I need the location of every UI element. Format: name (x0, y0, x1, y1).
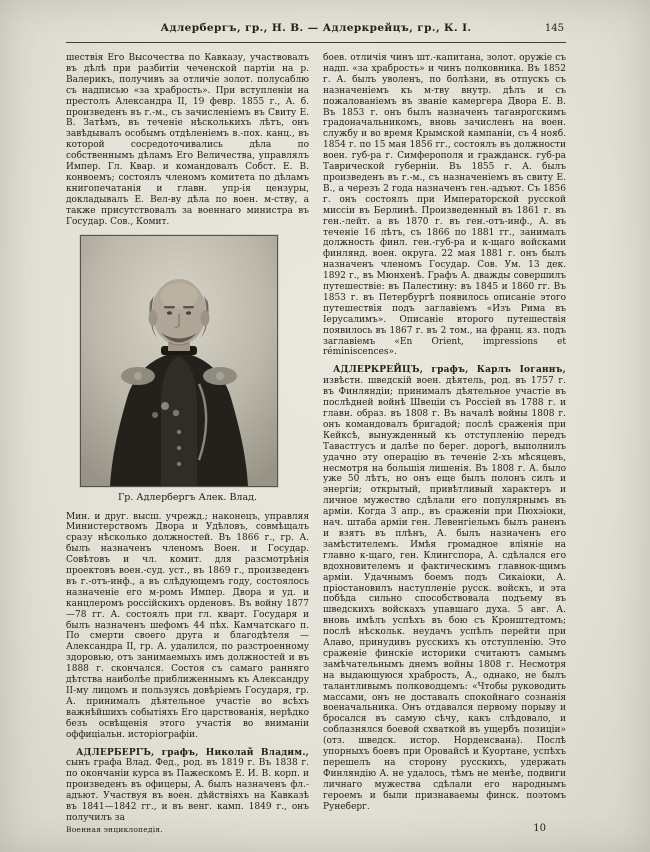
page-content (66, 22, 566, 824)
continuation-paragraph: шествія Его Высочества по Кавказу, участвовалъ въ дѣлѣ при разбитіи чеченской партіи на р. Валерикъ, получивъ за отличіе золот. полусаблю съ надписью «за храбрость». При вступленіи на престолъ Александра II, 19 февр. 1855 г., А. б. произведенъ въ г.-м., съ зачисленіемъ въ Свиту Е. В. Затѣмъ, въ теченіе нѣсколькихъ лѣтъ, онъ завѣдывалъ особымъ отдѣленіемъ в.-пох. канц., въ которой сосредоточивались дѣла по собственнымъ дѣламъ Его Величества, управлялъ Импер. Гл. Квар. и командовалъ Собст. Е. В. конвоемъ; состоялъ членомъ комитета по дѣламъ книгопечатанія и главн. упр-ія цензуры, докладывалъ Е. Вел-ву дѣла по воен. м-ству, а также присутствовалъ за военнаго министра въ Государ. Сов., Комит. (66, 53, 309, 227)
article-heading: АДЛЕРБЕРГЪ, графъ, Николай Владим., (76, 747, 309, 758)
medal (152, 412, 158, 418)
two-column-layout (66, 53, 566, 824)
uniform-chest-panel (161, 356, 197, 486)
portrait-figure (80, 235, 295, 503)
article-adlercreutz-karl (323, 365, 566, 812)
article-adlerberg-nikolai (66, 748, 309, 824)
page-number: 145 (544, 23, 564, 34)
page-footer (66, 823, 566, 834)
footer-edition-label: Военная энциклопедія. (66, 825, 163, 834)
medal (173, 409, 179, 415)
after-photo-paragraph: Мин. и друг. высш. учрежд.; наконецъ, управляя Министерствомъ Двора и Удѣловъ, совмѣщалъ сразу нѣсколько должностей. Въ 1866 г., гр. А. былъ назначенъ членомъ Воен. и Государ. Совѣтовъ и чл. комит. для разсмотрѣнія проектовъ воен.-суд. уст., въ 1869 г., произведенъ въ г.-отъ-инф., а въ слѣдующемъ году, состоялось назначеніе его м-ромъ Импер. Двора и уд. и канцлеромъ россійскихъ орденовъ. Въ войну 1877—78 гг. А. состоялъ при гл. кварт. Государя и былъ назначенъ шефомъ 44 пѣх. Камчатскаго п. По смерти своего друга и благодѣтеля — Александра II, гр. А. удалился, по разстроенному здоровью, отъ занимаемыхъ имъ должностей и въ 1888 г. скончался. Состоя съ самаго ранняго дѣтства наиболѣе приближеннымъ къ Александру II-му лицомъ и пользуясь довѣріемъ Государя, гр. А. принималъ дѣятельное участіе во всѣхъ важнѣйшихъ событіяхъ Его царствованія, нерѣдко безъ освѣщенія этого участія во вниманіи оффиціальн. исторіографіи. (66, 511, 309, 740)
header-divider (66, 42, 566, 43)
left-column (66, 53, 309, 824)
medal (161, 402, 169, 410)
portrait-caption: Гр. Адлербергъ Алек. Влад. (117, 491, 258, 503)
right-column (323, 53, 566, 824)
article-body-text: сынъ графа Влад. Фед., род. въ 1819 г. Въ 1838 г. по окончаніи курса въ Пажескомъ Е. И. В. корп. и произведенъ въ офицеры, А. былъ назначенъ фл.-адъют. Участвуя въ воен. дѣйствіяхъ на Кавказѣ въ 1841—1842 гг., и въ венг. камп. 1849 г., онъ получилъ за (66, 758, 309, 823)
article-heading: АДЛЕРКРЕЙЦЪ, графъ, Карлъ Іоганнъ, (333, 365, 566, 376)
continuation-paragraph: боев. отличія чинъ шт.-капитана, золот. оружіе съ надп. «за храбрость» и чинъ полковника. Въ 1852 г. А. былъ уволенъ, по болѣзни, въ отпускъ съ назначеніемъ къ м-тву внутр. дѣлъ и съ пожалованіемъ въ званіе камергера Двора Е. В. Въ 1853 г. онъ былъ назначенъ таганрогскимъ градоначальникомъ, вновь зачисленъ на воен. службу и во время Крымской кампаніи, съ 4 нояб. 1854 г. по 15 мая 1856 гг., состоялъ въ должности воен. губ-ра г. Симферополя и гражданск. губ-ра Таврической губерніи. Въ 1855 г. А. былъ произведенъ въ г.-м., съ назначеніемъ въ свиту Е. В., а черезъ 2 года назначенъ ген.-адъют. Съ 1856 г. онъ состоялъ при Императорской русской миссіи въ Берлинѣ. Произведенный въ 1861 г. въ ген.-лейт. а въ 1870 г. въ ген.-отъ-инф., А. въ теченіе 16 лѣтъ, съ 1866 по 1881 гг., занималъ должность финл. ген.-губ-ра и к-щаго войсками финлянд. воен. округа. 22 мая 1881 г. онъ былъ назначенъ членомъ Государ. Сов. Ум. 13 дек. 1892 г., въ Мюнхенѣ. Графъ А. дважды совершилъ путешествіе: въ Палестину: въ 1845 и 1860 гг. Въ 1853 г. въ Петербургѣ появилось описаніе этого путешествія подъ заглавіемъ «Изъ Рима въ Іерусалимъ». Описаніе второго путешествія появилось въ 1867 г. въ 2 том., на франц. яз. подъ заглавіемъ «En Orient, impressions et réminiscences». (323, 53, 566, 358)
header-title: Адлербергъ, гр., Н. В. — Адлеркрейцъ, гр., К. I. (160, 22, 472, 34)
running-header (66, 22, 566, 38)
article-body-text: извѣстн. шведскій воен. дѣятель, род. въ 1757 г. въ Финляндіи; принималъ дѣятельное участіе въ послѣдней войнѣ Швеціи съ Россіей въ 1788 г. и главн. образ. въ 1808 г. Въ началѣ войны 1808 г. онъ командовалъ бригадой; послѣ сраженія при Кейксѣ, вынужденный къ отступленію передъ Тавастгусъ и далѣе по берег. дорогѣ, выполнилъ удачно эту операцію въ теченіе 2-хъ мѣсяцевъ, несмотря на большія лишенія. Въ 1808 г. А. было уже 50 лѣтъ, но онъ еще былъ полонъ силъ и энергіи; открытый, привѣтливый характеръ и личное мужество сдѣлали его популярнымъ въ арміи. Когда 3 апр., въ сраженіи при Пюхэіоки, нач. штаба арміи ген. Левенгіельмъ былъ раненъ и взятъ въ плѣнъ, А. былъ назначенъ его замѣстителемъ. Имѣя громадное вліяніе на главно к-щаго, ген. Клингспора, А. сдѣлался его вдохновителемъ и фактическимъ главнок-щимъ арміи. Удачнымъ боемъ подъ Сикаіоки, А. пріостановилъ наступленіе русск. войскъ, и эта побѣда сильно способствовала подъему въ шведскихъ войскахъ упавшаго духа. 5 авг. А. вновь имѣлъ успѣхъ въ бою съ Кронштедтомъ; послѣ нѣскольк. неудачъ успѣлъ перейти при Алаво, принудивъ русскихъ къ отступленію. Это сраженіе финскіе историки считаютъ самымъ замѣчательнымъ днемъ войны 1808 г. Несмотря на выдающуюся храбрость, А., однако, не былъ талантливымъ полководцемъ: «Чтобы руководить массами, онъ не доставалъ спокойнаго сознанія военачальника. Онъ отдавался первому порыву и бросался въ самую сѣчу, какъ слѣдовало, и соблазнялся боевой схваткой въ ущербъ позиціи» (отз. шведск. истор. Норденсвана). Послѣ упорныхъ боевъ при Оровайсѣ и Куортане, успѣхъ перешелъ на сторону русскихъ, удержать Финляндію А. не удалось, тѣмъ не менѣе, подвиги личнаго мужества сдѣлали его народнымъ героемъ и были признаваемы финск. поэтомъ Рунеберг. (323, 376, 566, 812)
portrait-photo-adlerberg (80, 235, 278, 487)
footer-signature-number: 10 (533, 823, 546, 834)
forehead-highlight (160, 283, 198, 309)
